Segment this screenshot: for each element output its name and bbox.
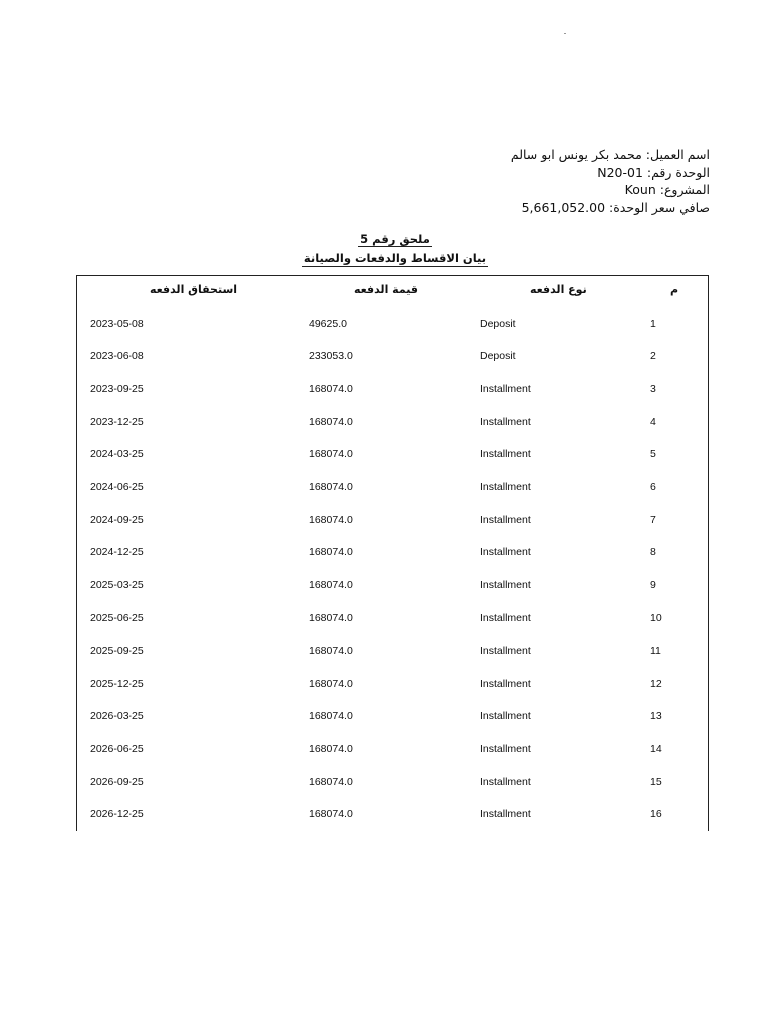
table-row (0, 481, 768, 499)
due-date-cell: 2024-12-25 (90, 546, 144, 558)
due-date-cell: 2026-12-25 (90, 808, 144, 820)
amount-cell: 49625.0 (309, 318, 347, 330)
unit-number-line (450, 164, 710, 182)
row-number-cell: 16 (650, 808, 662, 820)
unit-number-value: N20-01 (597, 164, 643, 180)
table-row (0, 383, 768, 401)
amount-cell: 168074.0 (309, 678, 353, 690)
payment-type-cell: Installment (480, 645, 531, 657)
row-number-cell: 13 (650, 710, 662, 722)
table-row (0, 743, 768, 761)
amount-cell: 168074.0 (309, 710, 353, 722)
row-number-cell: 4 (650, 416, 656, 428)
amount-cell: 168074.0 (309, 808, 353, 820)
project-line (450, 181, 710, 199)
payment-type-cell: Installment (480, 612, 531, 624)
annex-title: ملحق رقم 5 (360, 232, 430, 246)
project-label: المشروع: (659, 182, 710, 197)
row-number-cell: 10 (650, 612, 662, 624)
payment-type-cell: Installment (480, 416, 531, 428)
scan-speck (564, 33, 566, 34)
due-date-cell: 2024-06-25 (90, 481, 144, 493)
amount-cell: 168074.0 (309, 514, 353, 526)
table-row (0, 350, 768, 368)
statement-title: بيان الاقساط والدفعات والصيانة (303, 251, 487, 265)
row-number-cell: 9 (650, 579, 656, 591)
table-row (0, 776, 768, 794)
table-row (0, 579, 768, 597)
amount-cell: 168074.0 (309, 579, 353, 591)
net-price-value: 5,661,052.00 (521, 199, 606, 215)
payment-type-cell: Installment (480, 678, 531, 690)
column-header-due-date: استحقاق الدفعه (150, 283, 238, 296)
due-date-cell: 2025-12-25 (90, 678, 144, 690)
row-number-cell: 3 (650, 383, 656, 395)
table-row (0, 448, 768, 466)
column-header-type: نوع الدفعه (530, 283, 587, 296)
net-price-label: صافي سعر الوحدة: (609, 199, 710, 215)
amount-cell: 168074.0 (309, 383, 353, 395)
client-name-label: اسم العميل: (645, 147, 710, 162)
net-price-line (450, 199, 710, 217)
payment-type-cell: Installment (480, 776, 531, 788)
amount-cell: 168074.0 (309, 645, 353, 657)
column-header-number: م (670, 283, 679, 296)
table-row (0, 416, 768, 434)
payment-type-cell: Installment (480, 383, 531, 395)
row-number-cell: 5 (650, 448, 656, 460)
table-row (0, 514, 768, 532)
document-title-block (300, 228, 490, 267)
amount-cell: 233053.0 (309, 350, 353, 362)
due-date-cell: 2024-09-25 (90, 514, 144, 526)
row-number-cell: 1 (650, 318, 656, 330)
column-header-amount: قيمة الدفعه (354, 283, 418, 296)
due-date-cell: 2025-03-25 (90, 579, 144, 591)
due-date-cell: 2025-09-25 (90, 645, 144, 657)
client-name-value: محمد بكر يونس ابو سالم (510, 147, 642, 162)
due-date-cell: 2023-09-25 (90, 383, 144, 395)
amount-cell: 168074.0 (309, 448, 353, 460)
amount-cell: 168074.0 (309, 416, 353, 428)
client-name-line (450, 146, 710, 164)
payment-type-cell: Deposit (480, 350, 516, 362)
amount-cell: 168074.0 (309, 546, 353, 558)
payment-type-cell: Installment (480, 514, 531, 526)
payment-type-cell: Installment (480, 481, 531, 493)
table-row (0, 678, 768, 696)
row-number-cell: 7 (650, 514, 656, 526)
table-row (0, 318, 768, 336)
due-date-cell: 2024-03-25 (90, 448, 144, 460)
amount-cell: 168074.0 (309, 776, 353, 788)
amount-cell: 168074.0 (309, 743, 353, 755)
payment-type-cell: Deposit (480, 318, 516, 330)
row-number-cell: 14 (650, 743, 662, 755)
table-row (0, 612, 768, 630)
amount-cell: 168074.0 (309, 481, 353, 493)
row-number-cell: 2 (650, 350, 656, 362)
due-date-cell: 2025-06-25 (90, 612, 144, 624)
table-row (0, 645, 768, 663)
table-row (0, 710, 768, 728)
due-date-cell: 2026-09-25 (90, 776, 144, 788)
due-date-cell: 2023-12-25 (90, 416, 144, 428)
due-date-cell: 2023-06-08 (90, 350, 144, 362)
row-number-cell: 12 (650, 678, 662, 690)
client-info-block (450, 146, 710, 216)
due-date-cell: 2026-03-25 (90, 710, 144, 722)
payment-type-cell: Installment (480, 743, 531, 755)
project-value: Koun (624, 182, 656, 197)
table-row (0, 546, 768, 564)
row-number-cell: 15 (650, 776, 662, 788)
payment-type-cell: Installment (480, 710, 531, 722)
table-row (0, 808, 768, 826)
due-date-cell: 2026-06-25 (90, 743, 144, 755)
payment-type-cell: Installment (480, 579, 531, 591)
row-number-cell: 11 (650, 645, 661, 657)
payment-type-cell: Installment (480, 546, 531, 558)
due-date-cell: 2023-05-08 (90, 318, 144, 330)
payment-type-cell: Installment (480, 448, 531, 460)
unit-number-label: الوحدة رقم: (646, 164, 710, 180)
row-number-cell: 8 (650, 546, 656, 558)
payment-type-cell: Installment (480, 808, 531, 820)
amount-cell: 168074.0 (309, 612, 353, 624)
row-number-cell: 6 (650, 481, 656, 493)
